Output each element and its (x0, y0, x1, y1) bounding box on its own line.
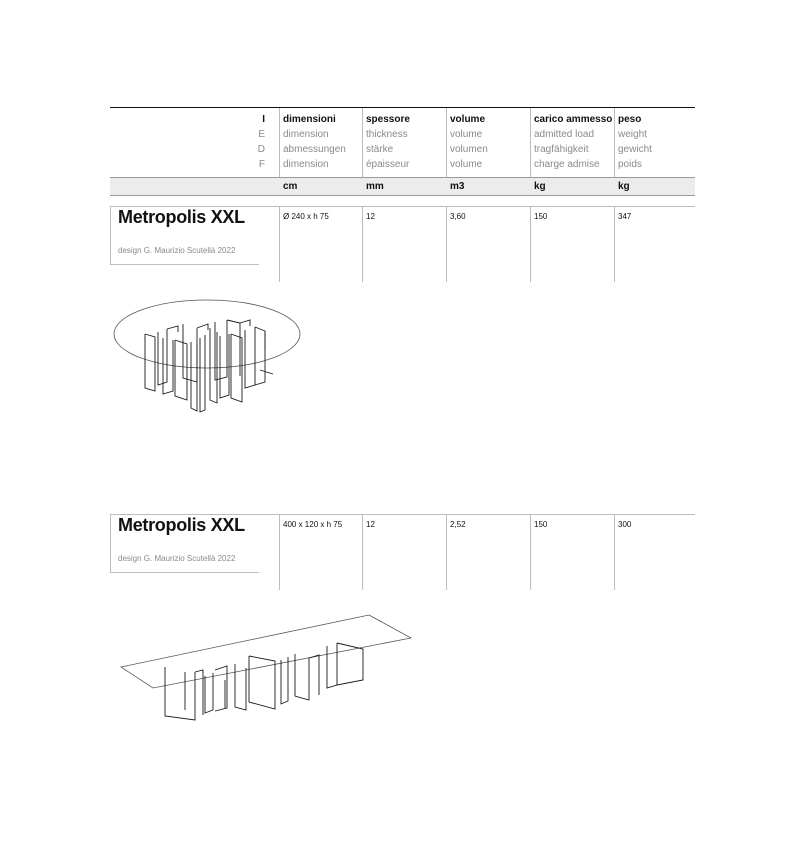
language-codes (255, 112, 265, 172)
col-label-it: spessore (366, 114, 410, 125)
row-divider (446, 514, 447, 590)
lang-code-fr: F (258, 159, 265, 170)
col-header-volume (450, 112, 488, 172)
col-header-load (534, 112, 612, 172)
row-divider (279, 514, 280, 590)
product-name: Metropolis XXL (118, 207, 245, 227)
product-name-bottom-rule (110, 264, 259, 265)
row-divider (362, 206, 363, 282)
col-label-de: stärke (366, 144, 394, 155)
product-design-credit: design G. Maurizio Scutellà 2022 (118, 246, 236, 255)
product-design-credit: design G. Maurizio Scutellà 2022 (118, 554, 236, 563)
product-volume: 2,52 (450, 520, 466, 529)
product-dimension: 400 x 120 x h 75 (283, 520, 343, 529)
col-label-fr: poids (618, 159, 642, 170)
unit-thickness: mm (366, 181, 384, 192)
lang-code-en: E (258, 129, 265, 140)
col-label-fr: dimension (283, 159, 329, 170)
product-load: 150 (534, 212, 548, 221)
row-divider (614, 206, 615, 282)
col-header-thickness (366, 112, 410, 172)
row-divider (446, 206, 447, 282)
row-divider (530, 206, 531, 282)
col-label-de: volumen (450, 144, 488, 155)
col-label-en: admitted load (534, 129, 595, 140)
round-glass-table-drawing (105, 290, 310, 420)
row-divider (362, 514, 363, 590)
col-label-it: peso (618, 114, 642, 125)
col-label-en: weight (618, 129, 647, 140)
col-header-weight (618, 112, 652, 172)
product-thickness: 12 (366, 520, 375, 529)
unit-weight: kg (618, 181, 630, 192)
lang-code-de: D (257, 144, 265, 155)
product-weight: 347 (618, 212, 632, 221)
product-load: 150 (534, 520, 548, 529)
col-label-fr: volume (450, 159, 483, 170)
col-label-de: gewicht (618, 144, 652, 155)
row-divider (279, 206, 280, 282)
row-divider (530, 514, 531, 590)
col-label-it: volume (450, 114, 486, 125)
header-top-rule (110, 107, 695, 108)
unit-band (110, 177, 695, 196)
col-label-it: carico ammesso (534, 114, 613, 125)
product-name-bottom-rule (110, 572, 259, 573)
product-row-left-rule (110, 514, 111, 572)
product-dimension: Ø 240 x h 75 (283, 212, 329, 221)
col-label-en: thickness (366, 129, 408, 140)
col-label-de: abmessungen (283, 144, 346, 155)
col-label-en: dimension (283, 129, 329, 140)
col-label-it: dimensioni (283, 114, 336, 125)
unit-load: kg (534, 181, 546, 192)
unit-dimension: cm (283, 181, 298, 192)
product-thickness: 12 (366, 212, 375, 221)
col-label-de: tragfähigkeit (534, 144, 589, 155)
col-label-fr: charge admise (534, 159, 600, 170)
lang-code-it: I (262, 114, 265, 125)
col-label-fr: épaisseur (366, 159, 410, 170)
product-row-left-rule (110, 206, 111, 264)
product-weight: 300 (618, 520, 632, 529)
product-volume: 3,60 (450, 212, 466, 221)
rectangular-glass-table-drawing (115, 610, 415, 725)
col-header-dimension (283, 112, 346, 172)
col-label-en: volume (450, 129, 483, 140)
unit-volume: m3 (450, 181, 465, 192)
row-divider (614, 514, 615, 590)
product-name: Metropolis XXL (118, 515, 245, 535)
